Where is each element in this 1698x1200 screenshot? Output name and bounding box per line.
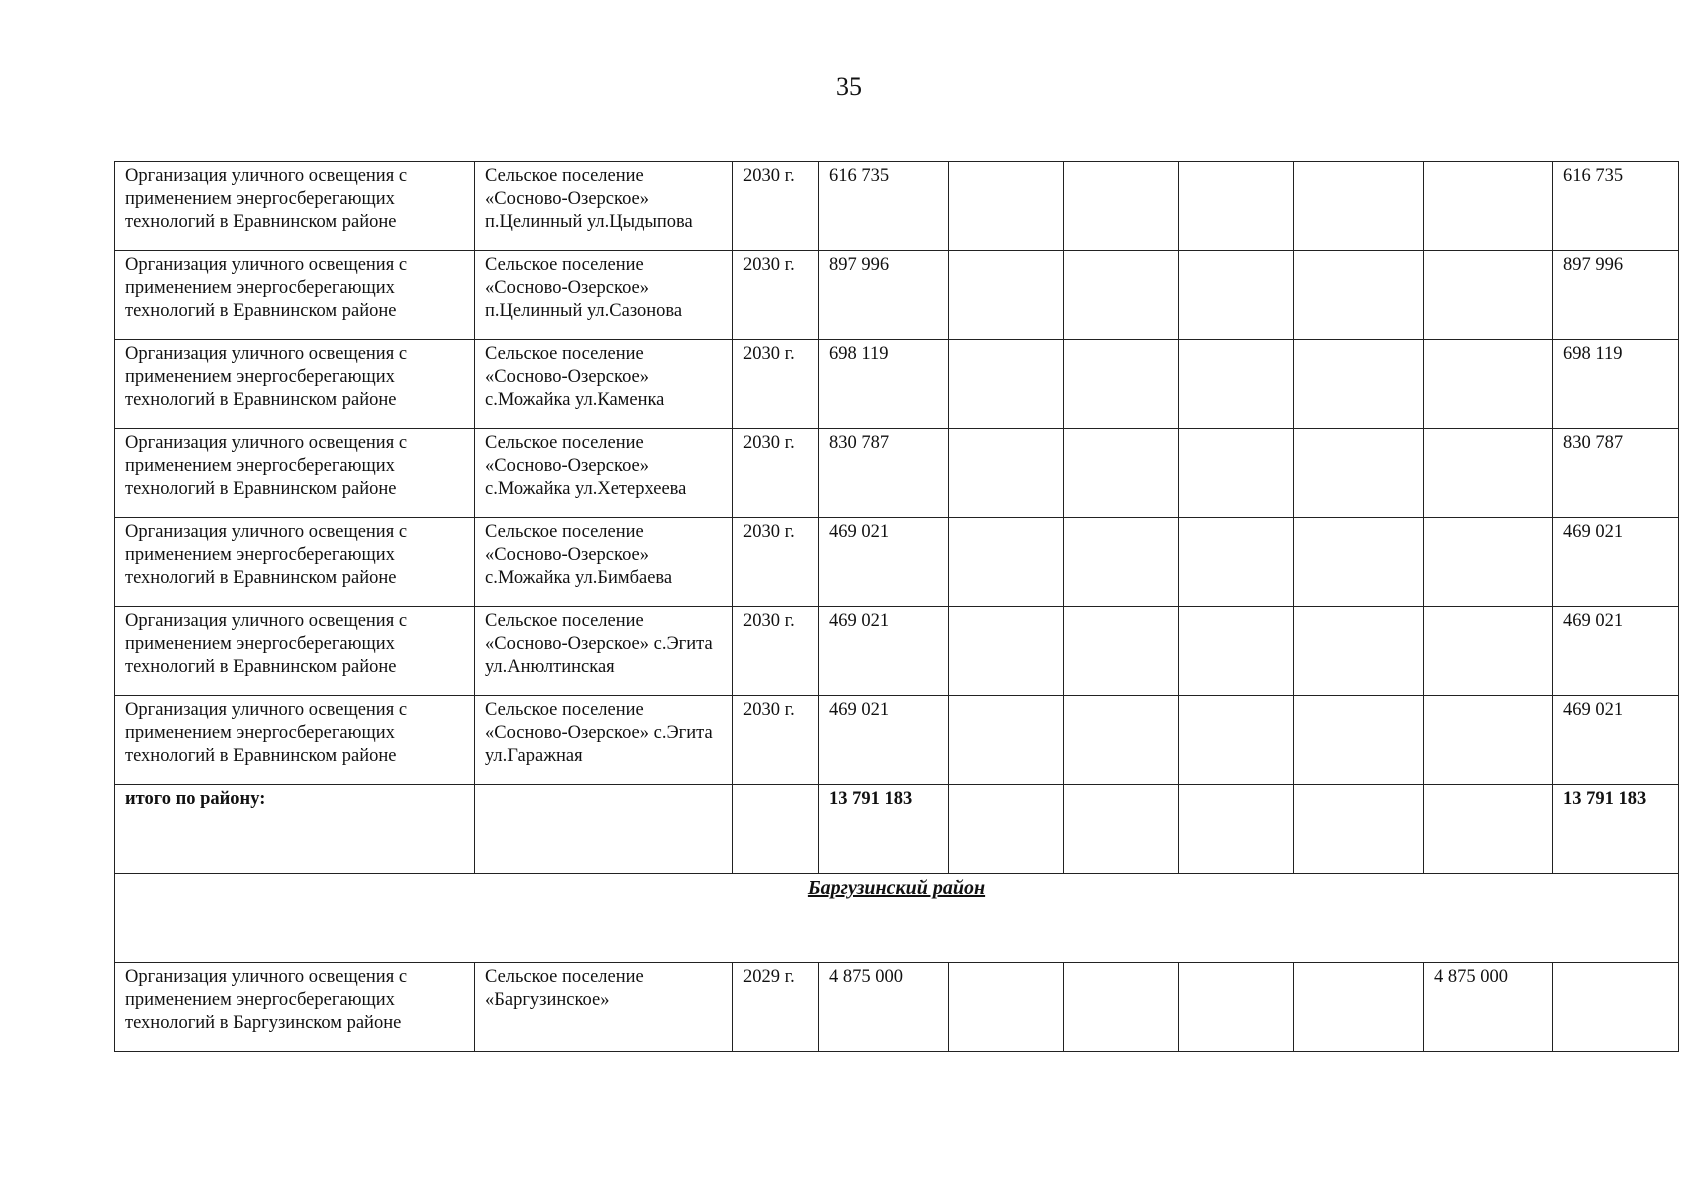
- funding-cell: [1294, 963, 1424, 1052]
- funding-cell: [1064, 162, 1179, 251]
- funding-cell: 469 021: [1553, 607, 1679, 696]
- funding-cell: [1294, 429, 1424, 518]
- funding-cell: 897 996: [1553, 251, 1679, 340]
- table-row: [115, 963, 1679, 1052]
- funding-cell: [1064, 340, 1179, 429]
- funding-cell: [1179, 607, 1294, 696]
- funding-cell: [1064, 429, 1179, 518]
- measure-name-cell: Организация уличного освещения с применением энергосберегающих технологий в Еравнинском районе: [115, 162, 475, 251]
- total-cost-cell: 469 021: [819, 518, 949, 607]
- total-empty-cell: [1064, 785, 1179, 874]
- settlement-cell: Сельское поселение «Сосново-Озерское» с.Можайка ул.Хетерхеева: [475, 429, 733, 518]
- funding-cell: [1064, 963, 1179, 1052]
- total-empty-cell: [1179, 785, 1294, 874]
- total-empty-cell: [1424, 785, 1553, 874]
- total-cost-cell: 616 735: [819, 162, 949, 251]
- funding-cell: [949, 518, 1064, 607]
- funding-cell: [1424, 429, 1553, 518]
- section-header-row: [115, 874, 1679, 963]
- total-cost-cell: 469 021: [819, 607, 949, 696]
- table-row: [115, 251, 1679, 340]
- settlement-cell: Сельское поселение «Сосново-Озерское» п.Целинный ул.Цыдыпова: [475, 162, 733, 251]
- eravna-district-rows: [115, 162, 1679, 785]
- funding-cell: [1424, 162, 1553, 251]
- total-cost-cell: 830 787: [819, 429, 949, 518]
- funding-cell: 616 735: [1553, 162, 1679, 251]
- total-empty-cell: [733, 785, 819, 874]
- table-row: [115, 340, 1679, 429]
- funding-cell: [1179, 162, 1294, 251]
- funding-cell: [1179, 963, 1294, 1052]
- lighting-program-table: [114, 161, 1679, 1052]
- funding-cell: [1064, 518, 1179, 607]
- funding-cell: [1294, 518, 1424, 607]
- funding-cell: [1179, 429, 1294, 518]
- funding-cell: 469 021: [1553, 696, 1679, 785]
- funding-cell: 4 875 000: [1424, 963, 1553, 1052]
- measure-name-cell: Организация уличного освещения с применением энергосберегающих технологий в Баргузинском районе: [115, 963, 475, 1052]
- funding-cell: 469 021: [1553, 518, 1679, 607]
- funding-cell: [1424, 607, 1553, 696]
- district-total-row: [115, 785, 1679, 874]
- funding-cell: [949, 963, 1064, 1052]
- funding-cell: [1064, 607, 1179, 696]
- funding-cell: [1179, 696, 1294, 785]
- total-cost-cell: 4 875 000: [819, 963, 949, 1052]
- total-cost-cell: 469 021: [819, 696, 949, 785]
- funding-cell: [949, 340, 1064, 429]
- section-title: Баргузинский район: [807, 877, 986, 899]
- table-row: [115, 518, 1679, 607]
- funding-cell: [1179, 518, 1294, 607]
- settlement-cell: Сельское поселение «Баргузинское»: [475, 963, 733, 1052]
- funding-cell: [1553, 963, 1679, 1052]
- total-empty-cell: [949, 785, 1064, 874]
- funding-cell: [1294, 251, 1424, 340]
- settlement-cell: Сельское поселение «Сосново-Озерское» п.Целинный ул.Сазонова: [475, 251, 733, 340]
- settlement-cell: Сельское поселение «Сосново-Озерское» с.Можайка ул.Бимбаева: [475, 518, 733, 607]
- funding-cell: [949, 607, 1064, 696]
- funding-cell: [1424, 340, 1553, 429]
- funding-cell: [1424, 696, 1553, 785]
- settlement-cell: Сельское поселение «Сосново-Озерское» с.Эгита ул.Гаражная: [475, 696, 733, 785]
- page-number: 35: [836, 72, 862, 101]
- funding-cell: [1294, 162, 1424, 251]
- total-empty-cell: [1294, 785, 1424, 874]
- funding-cell: 830 787: [1553, 429, 1679, 518]
- funding-cell: [949, 251, 1064, 340]
- measure-name-cell: Организация уличного освещения с применением энергосберегающих технологий в Еравнинском районе: [115, 696, 475, 785]
- settlement-cell: Сельское поселение «Сосново-Озерское» с.Можайка ул.Каменка: [475, 340, 733, 429]
- table-row: [115, 162, 1679, 251]
- measure-name-cell: Организация уличного освещения с применением энергосберегающих технологий в Еравнинском районе: [115, 429, 475, 518]
- funding-cell: [1179, 251, 1294, 340]
- measure-name-cell: Организация уличного освещения с применением энергосберегающих технологий в Еравнинском районе: [115, 518, 475, 607]
- funding-cell: [1294, 696, 1424, 785]
- funding-cell: [949, 696, 1064, 785]
- table-row: [115, 696, 1679, 785]
- funding-cell: [949, 162, 1064, 251]
- barguzin-district-rows: [115, 963, 1679, 1052]
- total-cost-cell: 698 119: [819, 340, 949, 429]
- year-cell: 2030 г.: [733, 340, 819, 429]
- total-local-budget: 13 791 183: [1553, 785, 1679, 874]
- funding-cell: [949, 429, 1064, 518]
- year-cell: 2030 г.: [733, 607, 819, 696]
- year-cell: 2030 г.: [733, 518, 819, 607]
- measure-name-cell: Организация уличного освещения с применением энергосберегающих технологий в Еравнинском районе: [115, 340, 475, 429]
- funding-cell: 698 119: [1553, 340, 1679, 429]
- total-sum: 13 791 183: [819, 785, 949, 874]
- year-cell: 2030 г.: [733, 162, 819, 251]
- funding-cell: [1179, 340, 1294, 429]
- total-label: итого по району:: [115, 785, 475, 874]
- funding-cell: [1064, 251, 1179, 340]
- year-cell: 2030 г.: [733, 429, 819, 518]
- measure-name-cell: Организация уличного освещения с применением энергосберегающих технологий в Еравнинском районе: [115, 607, 475, 696]
- table-row: [115, 429, 1679, 518]
- year-cell: 2030 г.: [733, 251, 819, 340]
- table-row: [115, 607, 1679, 696]
- funding-cell: [1424, 251, 1553, 340]
- year-cell: 2029 г.: [733, 963, 819, 1052]
- funding-cell: [1294, 607, 1424, 696]
- year-cell: 2030 г.: [733, 696, 819, 785]
- funding-cell: [1064, 696, 1179, 785]
- total-empty-cell: [475, 785, 733, 874]
- settlement-cell: Сельское поселение «Сосново-Озерское» с.Эгита ул.Анюлтинская: [475, 607, 733, 696]
- funding-cell: [1424, 518, 1553, 607]
- measure-name-cell: Организация уличного освещения с применением энергосберегающих технологий в Еравнинском районе: [115, 251, 475, 340]
- total-cost-cell: 897 996: [819, 251, 949, 340]
- section-header-cell: [115, 874, 1679, 963]
- funding-cell: [1294, 340, 1424, 429]
